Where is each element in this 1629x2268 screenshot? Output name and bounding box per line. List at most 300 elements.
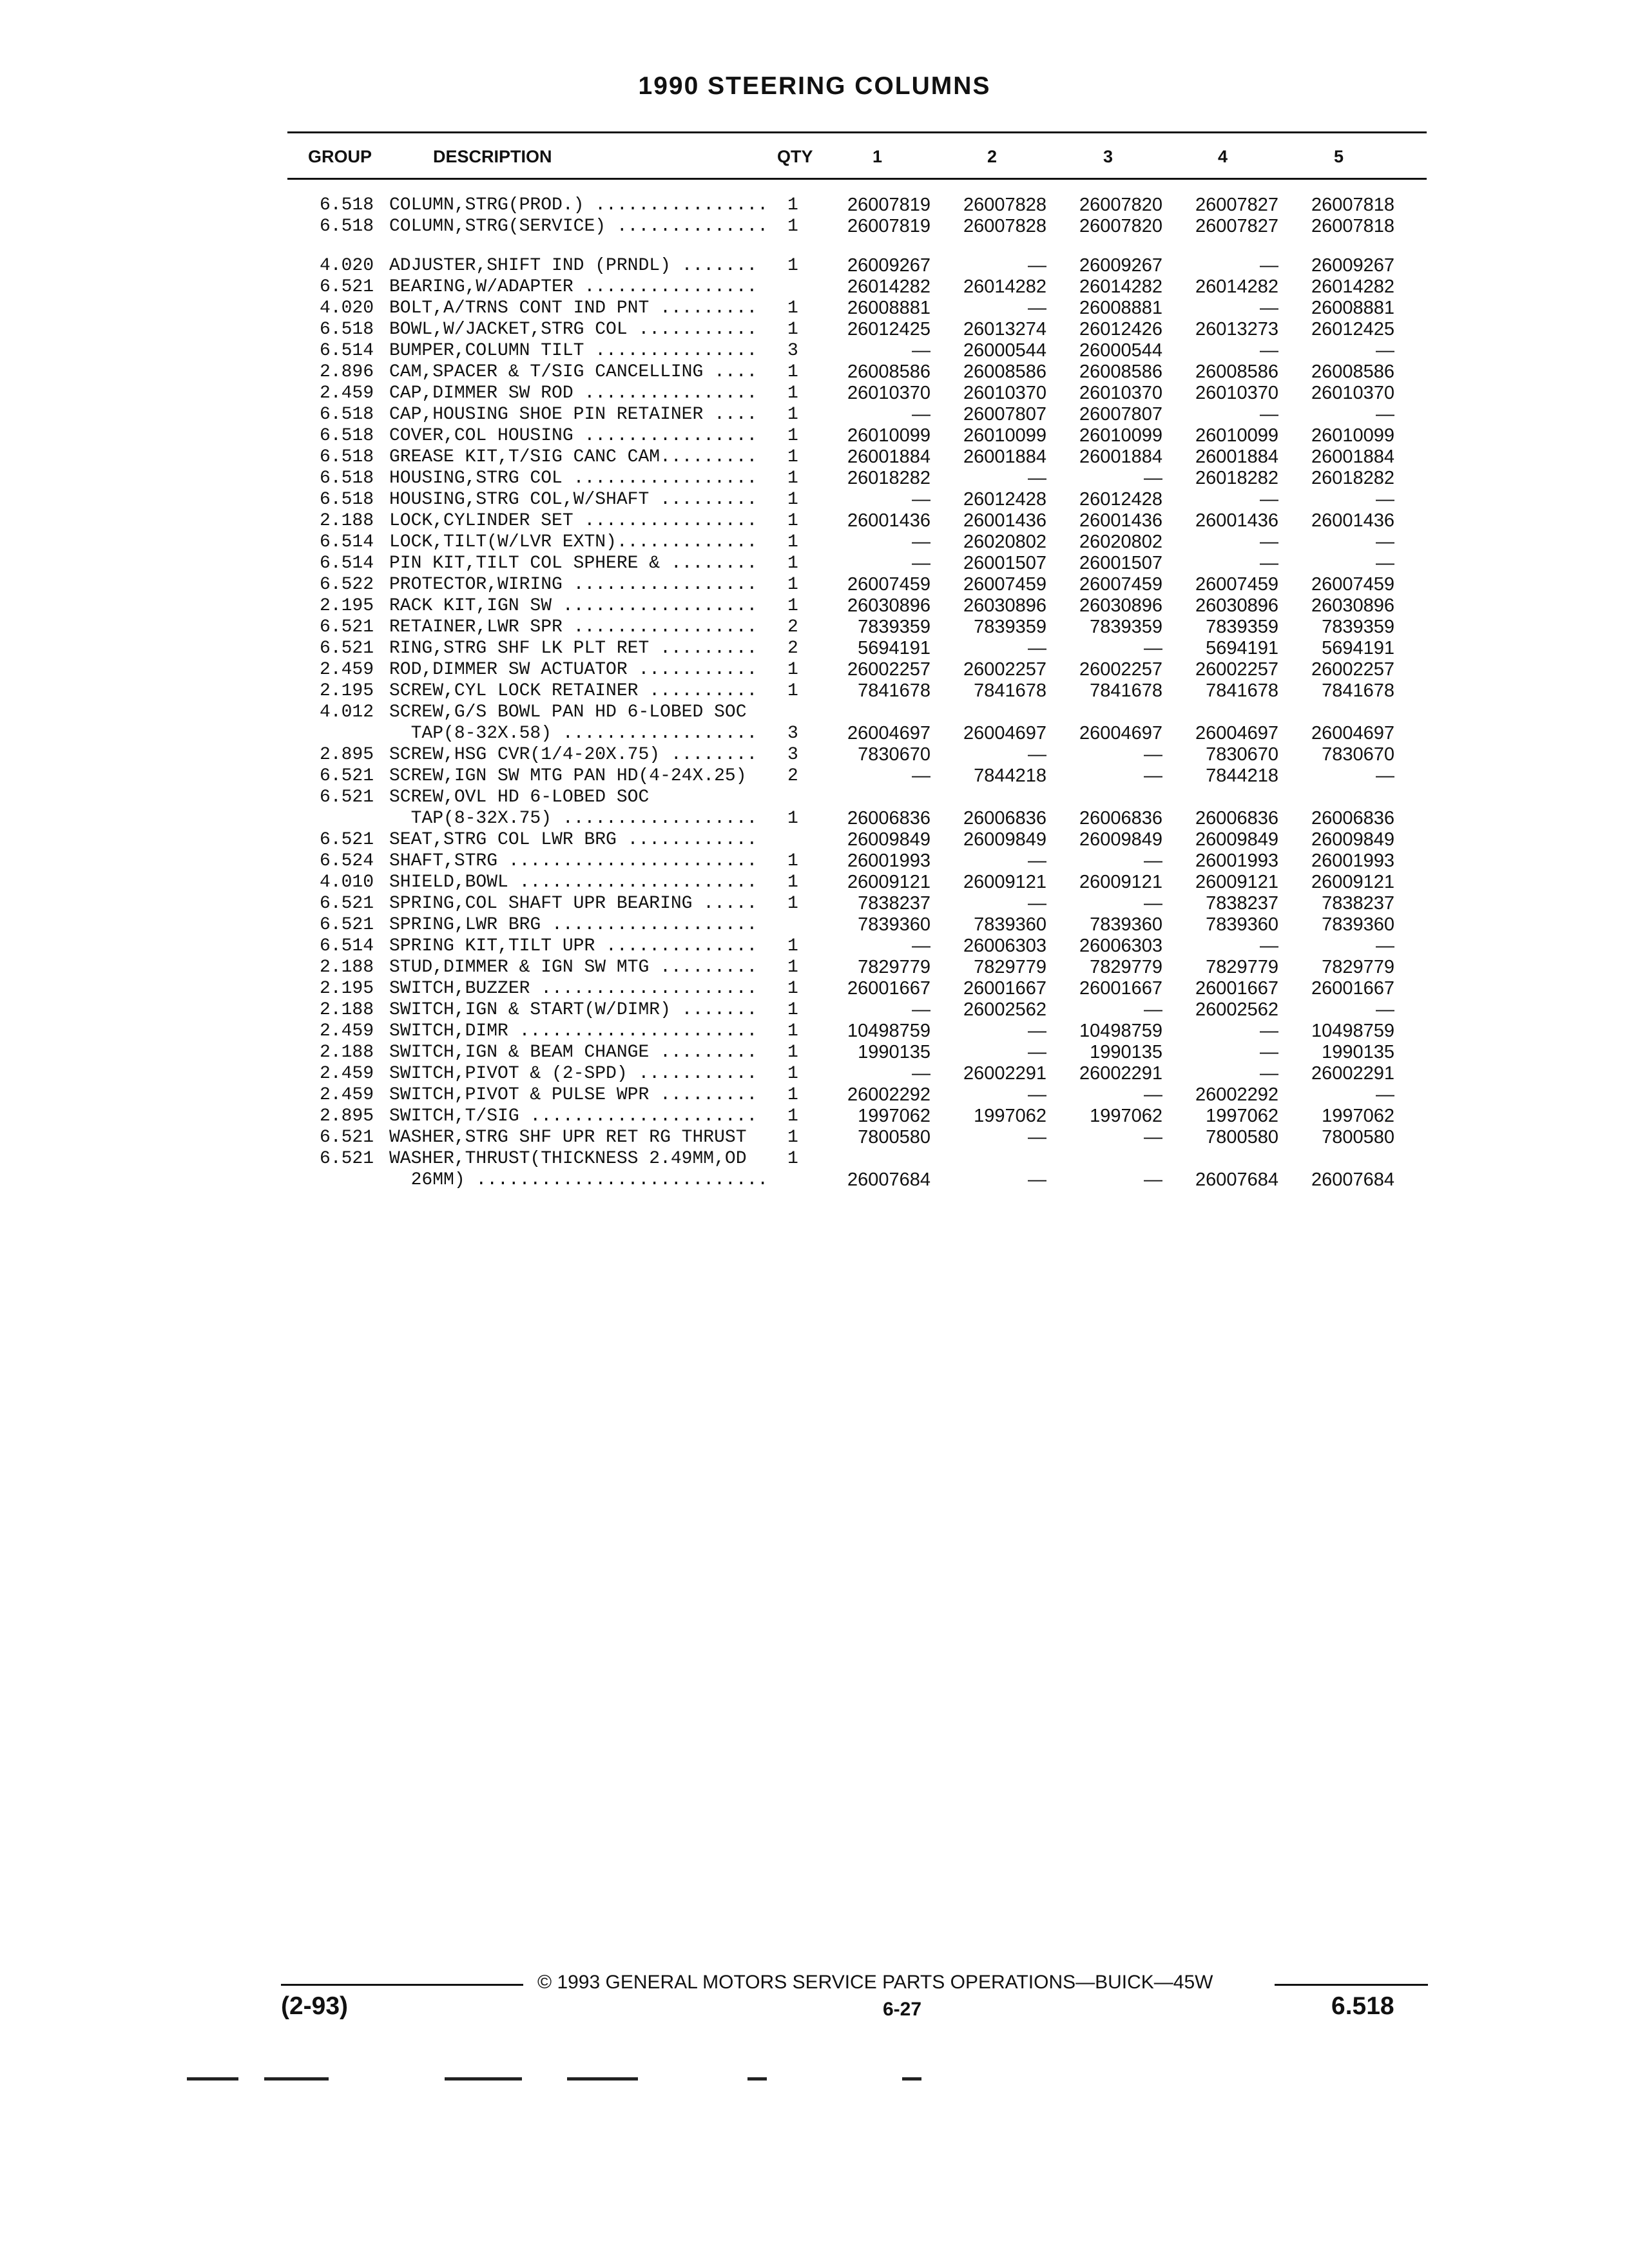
qty-cell: 3 [787, 724, 798, 744]
part-number-cell: 7839359 [858, 617, 930, 637]
qty-cell: 1 [787, 809, 798, 829]
part-number-cell: 1997062 [974, 1106, 1046, 1126]
part-number-cell: 26009121 [963, 872, 1046, 892]
footer-rule-right [1275, 1984, 1428, 1986]
part-number-cell: 26002291 [1079, 1063, 1162, 1084]
part-number-cell: 7839360 [1090, 914, 1162, 935]
part-number-cell: — [912, 999, 930, 1020]
part-number-cell: — [1260, 532, 1278, 552]
part-number-cell: 26012425 [1311, 319, 1394, 340]
table-row [0, 872, 1629, 893]
part-number-cell: 26018282 [1311, 468, 1394, 488]
part-number-cell: 26001436 [1195, 510, 1278, 531]
qty-cell: 1 [787, 1085, 798, 1105]
part-number-cell: — [912, 340, 930, 361]
part-number-cell: — [912, 532, 930, 552]
part-number-cell: — [1144, 850, 1162, 871]
part-number-cell: 26006836 [963, 808, 1046, 829]
header-top-rule [287, 131, 1427, 133]
qty-cell: 1 [787, 195, 798, 215]
part-number-cell: — [1144, 1169, 1162, 1190]
table-row [0, 510, 1629, 532]
part-number-cell: — [1376, 340, 1394, 361]
description-cell: SHAFT,STRG ....................... [389, 851, 758, 871]
part-number-cell: 26001436 [847, 510, 930, 531]
group-cell: 6.518 [319, 468, 374, 488]
part-number-cell: 26002257 [963, 659, 1046, 680]
table-row [0, 319, 1629, 340]
group-cell: 6.518 [319, 447, 374, 467]
scan-mark [902, 2077, 921, 2081]
qty-cell: 1 [787, 216, 798, 236]
group-cell: 4.010 [319, 872, 374, 892]
part-number-cell: 5694191 [1322, 638, 1394, 658]
description-cell: SCREW,G/S BOWL PAN HD 6-LOBED SOC [389, 702, 747, 722]
part-number-cell: 5694191 [1206, 638, 1278, 658]
part-number-cell: — [1144, 638, 1162, 658]
part-number-cell: 26002291 [963, 1063, 1046, 1084]
group-cell: 2.459 [319, 660, 374, 680]
part-number-cell: 26002292 [847, 1084, 930, 1105]
table-row [0, 659, 1629, 680]
part-number-cell: 26007820 [1079, 195, 1162, 215]
scan-mark [187, 2077, 238, 2081]
part-number-cell: 26010370 [1311, 383, 1394, 403]
part-number-cell: 7838237 [1206, 893, 1278, 914]
qty-cell: 1 [787, 979, 798, 999]
table-row [0, 1063, 1629, 1084]
qty-cell: 1 [787, 362, 798, 382]
part-number-cell: 26013273 [1195, 319, 1278, 340]
part-number-cell: 26004697 [1311, 723, 1394, 744]
part-number-cell: 26008586 [847, 361, 930, 382]
description-cell: HOUSING,STRG COL ................. [389, 468, 758, 488]
table-row [0, 276, 1629, 298]
part-number-cell: 7839360 [1206, 914, 1278, 935]
part-number-cell: 26006836 [847, 808, 930, 829]
table-row [0, 383, 1629, 404]
group-cell: 2.459 [319, 1021, 374, 1041]
qty-cell: 1 [787, 1064, 798, 1084]
table-row [0, 195, 1629, 216]
part-number-cell: 7830670 [1322, 744, 1394, 765]
part-number-cell: — [1144, 1127, 1162, 1148]
group-cell: 2.195 [319, 681, 374, 701]
part-number-cell: 26006303 [1079, 936, 1162, 956]
part-number-cell: 7829779 [974, 957, 1046, 977]
part-number-cell: 26012426 [1079, 319, 1162, 340]
table-row [0, 914, 1629, 936]
description-cell: RETAINER,LWR SPR ................. [389, 617, 758, 637]
part-number-cell: 26006836 [1311, 808, 1394, 829]
description-cell: COLUMN,STRG(PROD.) ................ [389, 195, 769, 215]
description-cell: COVER,COL HOUSING ................ [389, 426, 758, 446]
part-number-cell: 26007818 [1311, 216, 1394, 236]
part-number-cell: 7829779 [1206, 957, 1278, 977]
table-row [0, 255, 1629, 276]
part-number-cell: 26002291 [1311, 1063, 1394, 1084]
part-number-cell: 26014282 [1195, 276, 1278, 297]
part-number-cell: 7839359 [1090, 617, 1162, 637]
part-number-cell: 26030896 [1311, 595, 1394, 616]
part-number-cell: 26008586 [963, 361, 1046, 382]
section-number: 6.518 [1331, 1992, 1394, 2020]
description-cell: SPRING KIT,TILT UPR .............. [389, 936, 758, 956]
date-code: (2-93) [281, 1992, 349, 2020]
description-cell: CAM,SPACER & T/SIG CANCELLING .... [389, 362, 758, 382]
part-number-cell: 7839360 [1322, 914, 1394, 935]
qty-cell: 3 [787, 745, 798, 765]
part-number-cell: 26030896 [1195, 595, 1278, 616]
part-number-cell: 26001667 [1311, 978, 1394, 999]
part-number-cell: 26008586 [1195, 361, 1278, 382]
group-cell: 4.020 [319, 298, 374, 318]
part-number-cell: 26010370 [963, 383, 1046, 403]
part-number-cell: 26007807 [1079, 404, 1162, 425]
part-number-cell: 26001507 [963, 553, 1046, 573]
part-number-cell: — [1028, 1042, 1046, 1062]
description-cell: SWITCH,IGN & START(W/DIMR) ....... [389, 1000, 758, 1020]
part-number-cell: 26014282 [1311, 276, 1394, 297]
scan-mark [264, 2077, 329, 2081]
group-cell: 2.895 [319, 745, 374, 765]
group-cell: 2.896 [319, 362, 374, 382]
table-row [0, 425, 1629, 447]
group-cell: 6.514 [319, 936, 374, 956]
table-row [0, 702, 1629, 723]
part-number-cell: 26007828 [963, 216, 1046, 236]
table-row [0, 893, 1629, 914]
description-cell: SWITCH,T/SIG ..................... [389, 1106, 758, 1126]
part-number-cell: 26009267 [1311, 255, 1394, 276]
part-number-cell: 7800580 [858, 1127, 930, 1148]
table-row [0, 489, 1629, 510]
group-cell: 6.521 [319, 915, 374, 935]
part-number-cell: 7839359 [1322, 617, 1394, 637]
part-number-cell: 26001436 [1079, 510, 1162, 531]
table-row [0, 850, 1629, 872]
part-number-cell: — [1376, 1084, 1394, 1105]
description-cell: SCREW,CYL LOCK RETAINER .......... [389, 681, 758, 701]
part-number-cell: 7841678 [858, 680, 930, 701]
part-number-cell: 26018282 [1195, 468, 1278, 488]
group-cell: 6.521 [319, 639, 374, 658]
part-number-cell: 26008881 [1079, 298, 1162, 318]
part-number-cell: 26008881 [1311, 298, 1394, 318]
part-number-cell: — [1028, 468, 1046, 488]
part-number-cell: 26007807 [963, 404, 1046, 425]
part-number-cell: 7839360 [858, 914, 930, 935]
table-row [0, 1042, 1629, 1063]
table-row [0, 574, 1629, 595]
description-cell: RING,STRG SHF LK PLT RET ......... [389, 639, 758, 658]
part-number-cell: 26010370 [847, 383, 930, 403]
header-bottom-rule [287, 178, 1427, 180]
table-row [0, 638, 1629, 659]
part-number-cell: 7841678 [1322, 680, 1394, 701]
part-number-cell: 26004697 [963, 723, 1046, 744]
group-cell: 4.012 [319, 702, 374, 722]
part-number-cell: 26002562 [1195, 999, 1278, 1020]
qty-cell: 1 [787, 532, 798, 552]
part-number-cell: 26002257 [847, 659, 930, 680]
part-number-cell: — [1376, 404, 1394, 425]
part-number-cell: 26010099 [847, 425, 930, 446]
part-number-cell: 26012428 [963, 489, 1046, 510]
qty-cell: 1 [787, 511, 798, 531]
group-cell: 6.521 [319, 894, 374, 914]
part-number-cell: — [1028, 1084, 1046, 1105]
qty-cell: 1 [787, 851, 798, 871]
part-number-cell: 26007819 [847, 216, 930, 236]
qty-cell: 2 [787, 617, 798, 637]
qty-cell: 1 [787, 660, 798, 680]
part-number-cell: 1997062 [1322, 1106, 1394, 1126]
table-row [0, 216, 1629, 237]
scan-mark [445, 2077, 522, 2081]
part-number-cell: 26007684 [1195, 1169, 1278, 1190]
part-number-cell: — [1260, 1042, 1278, 1062]
group-header: GROUP [308, 147, 372, 166]
part-number-cell: 26009121 [1079, 872, 1162, 892]
group-cell: 6.514 [319, 532, 374, 552]
description-cell: WASHER,STRG SHF UPR RET RG THRUST [389, 1128, 747, 1148]
description-cell: SWITCH,BUZZER .................... [389, 979, 758, 999]
part-number-cell: 1997062 [1206, 1106, 1278, 1126]
part-number-cell: 26014282 [1079, 276, 1162, 297]
group-cell: 4.020 [319, 256, 374, 276]
part-number-cell: — [1260, 553, 1278, 573]
group-cell: 6.521 [319, 1149, 374, 1169]
part-number-cell: 26000544 [963, 340, 1046, 361]
part-number-cell: 26009121 [1195, 872, 1278, 892]
part-number-cell: 7829779 [1322, 957, 1394, 977]
part-number-cell: — [1028, 1169, 1046, 1190]
part-number-cell: 26010370 [1079, 383, 1162, 403]
qty-cell: 1 [787, 894, 798, 914]
part-number-cell: 1990135 [858, 1042, 930, 1062]
col-2-header: 2 [987, 147, 998, 166]
part-number-cell: — [1260, 1021, 1278, 1041]
part-number-cell: — [1376, 532, 1394, 552]
description-cell: SWITCH,DIMR ...................... [389, 1021, 758, 1041]
col-5-header: 5 [1334, 147, 1344, 166]
part-number-cell: — [1028, 850, 1046, 871]
part-number-cell: 26012425 [847, 319, 930, 340]
part-number-cell: 10498759 [847, 1021, 930, 1041]
part-number-cell: 26009267 [1079, 255, 1162, 276]
part-number-cell: — [1376, 553, 1394, 573]
part-number-cell: 26007827 [1195, 195, 1278, 215]
group-cell: 2.459 [319, 1064, 374, 1084]
table-row [0, 723, 1629, 744]
group-cell: 6.518 [319, 216, 374, 236]
part-number-cell: 7829779 [1090, 957, 1162, 977]
part-number-cell: 26009849 [1311, 829, 1394, 850]
group-cell: 6.521 [319, 617, 374, 637]
group-cell: 6.518 [319, 405, 374, 425]
table-row [0, 765, 1629, 787]
group-cell: 6.521 [319, 766, 374, 786]
part-number-cell: 26001884 [963, 447, 1046, 467]
part-number-cell: — [1144, 893, 1162, 914]
group-cell: 6.522 [319, 575, 374, 595]
group-cell: 2.895 [319, 1106, 374, 1126]
part-number-cell: 26020802 [963, 532, 1046, 552]
part-number-cell: 26004697 [1079, 723, 1162, 744]
qty-cell: 1 [787, 553, 798, 573]
part-number-cell: 26030896 [1079, 595, 1162, 616]
table-row [0, 808, 1629, 829]
description-cell: ADJUSTER,SHIFT IND (PRNDL) ....... [389, 256, 758, 276]
part-number-cell: 26002257 [1195, 659, 1278, 680]
table-row [0, 468, 1629, 489]
part-number-cell: 26008586 [1079, 361, 1162, 382]
qty-cell: 1 [787, 298, 798, 318]
group-cell: 2.195 [319, 596, 374, 616]
part-number-cell: 26000544 [1079, 340, 1162, 361]
table-row [0, 1021, 1629, 1042]
part-number-cell: 26009121 [1311, 872, 1394, 892]
group-cell: 2.188 [319, 957, 374, 977]
part-number-cell: 26001507 [1079, 553, 1162, 573]
qty-cell: 1 [787, 1043, 798, 1062]
description-cell: ROD,DIMMER SW ACTUATOR ........... [389, 660, 758, 680]
part-number-cell: 26002257 [1311, 659, 1394, 680]
description-cell: SHIELD,BOWL ...................... [389, 872, 758, 892]
description-cell: SWITCH,PIVOT & (2-SPD) ........... [389, 1064, 758, 1084]
table-row [0, 936, 1629, 957]
part-number-cell: 1990135 [1090, 1042, 1162, 1062]
part-number-cell: 26004697 [1195, 723, 1278, 744]
part-number-cell: 26010099 [1079, 425, 1162, 446]
table-row [0, 447, 1629, 468]
part-number-cell: 7838237 [1322, 893, 1394, 914]
part-number-cell: — [1144, 999, 1162, 1020]
description-cell: BEARING,W/ADAPTER ................ [389, 277, 758, 297]
part-number-cell: 26001884 [1311, 447, 1394, 467]
table-row [0, 787, 1629, 808]
qty-cell: 3 [787, 341, 798, 361]
part-number-cell: — [1376, 999, 1394, 1020]
group-cell: 2.459 [319, 1085, 374, 1105]
part-number-cell: 26008586 [1311, 361, 1394, 382]
part-number-cell: 26001993 [1195, 850, 1278, 871]
qty-cell: 1 [787, 1106, 798, 1126]
description-cell: GREASE KIT,T/SIG CANC CAM......... [389, 447, 758, 467]
part-number-cell: 26010099 [1311, 425, 1394, 446]
part-number-cell: 7841678 [1090, 680, 1162, 701]
group-cell: 6.518 [319, 426, 374, 446]
part-number-cell: 26009121 [847, 872, 930, 892]
description-cell: BOWL,W/JACKET,STRG COL ........... [389, 320, 758, 340]
group-cell: 6.521 [319, 1128, 374, 1148]
part-number-cell: 1997062 [858, 1106, 930, 1126]
description-cell: SWITCH,PIVOT & PULSE WPR ......... [389, 1085, 758, 1105]
copyright-line: © 1993 GENERAL MOTORS SERVICE PARTS OPERATIONS—BUICK—45W [537, 1972, 1213, 1993]
description-cell: TAP(8-32X.58) .................. [389, 724, 758, 744]
part-number-cell: — [1260, 404, 1278, 425]
table-row [0, 595, 1629, 617]
table-row [0, 999, 1629, 1021]
part-number-cell: 26009849 [1195, 829, 1278, 850]
part-number-cell: 26001667 [1195, 978, 1278, 999]
part-number-cell: — [1260, 255, 1278, 276]
qty-cell: 1 [787, 872, 798, 892]
table-row [0, 553, 1629, 574]
part-number-cell: — [912, 553, 930, 573]
part-number-cell: 26009849 [1079, 829, 1162, 850]
part-number-cell: 26007684 [1311, 1169, 1394, 1190]
part-number-cell: 26001436 [1311, 510, 1394, 531]
part-number-cell: — [1028, 638, 1046, 658]
part-number-cell: 26012428 [1079, 489, 1162, 510]
group-cell: 6.518 [319, 490, 374, 510]
table-row [0, 361, 1629, 383]
part-number-cell: 26006303 [963, 936, 1046, 956]
description-header: DESCRIPTION [433, 147, 552, 166]
part-number-cell: 26001993 [847, 850, 930, 871]
description-cell: PROTECTOR,WIRING ................. [389, 575, 758, 595]
group-cell: 6.518 [319, 195, 374, 215]
part-number-cell: 26010099 [963, 425, 1046, 446]
qty-cell: 1 [787, 490, 798, 510]
part-number-cell: 10498759 [1079, 1021, 1162, 1041]
table-row [0, 680, 1629, 702]
part-number-cell: 26001884 [847, 447, 930, 467]
description-cell: SWITCH,IGN & BEAM CHANGE ......... [389, 1043, 758, 1062]
description-cell: STUD,DIMMER & IGN SW MTG ......... [389, 957, 758, 977]
part-number-cell: 26030896 [847, 595, 930, 616]
part-number-cell: — [1144, 744, 1162, 765]
qty-cell: 1 [787, 468, 798, 488]
group-cell: 2.188 [319, 1000, 374, 1020]
part-number-cell: 26002292 [1195, 1084, 1278, 1105]
qty-cell: 1 [787, 405, 798, 425]
part-number-cell: 26008881 [847, 298, 930, 318]
part-number-cell: 26007819 [847, 195, 930, 215]
scan-mark [747, 2077, 767, 2081]
table-row [0, 1106, 1629, 1127]
part-number-cell: 7841678 [974, 680, 1046, 701]
part-number-cell: 26001667 [963, 978, 1046, 999]
table-row [0, 298, 1629, 319]
description-cell: WASHER,THRUST(THICKNESS 2.49MM,OD [389, 1149, 747, 1169]
part-number-cell: 26018282 [847, 468, 930, 488]
part-number-cell: 26007459 [847, 574, 930, 595]
part-number-cell: 26007459 [1195, 574, 1278, 595]
part-number-cell: 26009267 [847, 255, 930, 276]
qty-cell: 2 [787, 639, 798, 658]
part-number-cell: 7839359 [1206, 617, 1278, 637]
part-number-cell: 7841678 [1206, 680, 1278, 701]
part-number-cell: — [1376, 489, 1394, 510]
part-number-cell: 26020802 [1079, 532, 1162, 552]
part-number-cell: 26001667 [1079, 978, 1162, 999]
part-number-cell: — [1028, 1021, 1046, 1041]
description-cell: BOLT,A/TRNS CONT IND PNT ......... [389, 298, 758, 318]
part-number-cell: — [1144, 765, 1162, 786]
qty-cell: 2 [787, 766, 798, 786]
part-number-cell: — [1260, 936, 1278, 956]
part-number-cell: 26001436 [963, 510, 1046, 531]
part-number-cell: 26014282 [963, 276, 1046, 297]
part-number-cell: — [1260, 1063, 1278, 1084]
part-number-cell: — [1260, 298, 1278, 318]
qty-cell: 1 [787, 1149, 798, 1169]
description-cell: CAP,DIMMER SW ROD ................ [389, 383, 758, 403]
part-number-cell: 26013274 [963, 319, 1046, 340]
